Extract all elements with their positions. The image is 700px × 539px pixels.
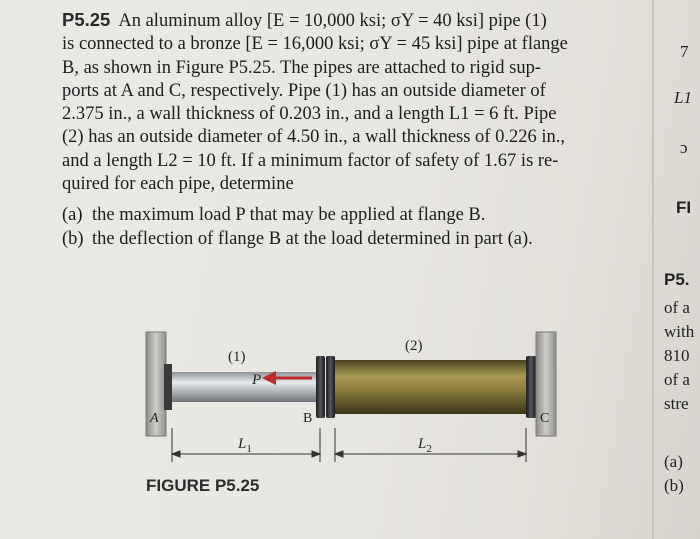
problem-line-2: is connected to a bronze [E = 16,000 ksi; σY = 45 ksi] pipe at flange bbox=[62, 34, 568, 55]
support-c-label: C bbox=[540, 411, 550, 426]
load-label-p: P bbox=[252, 372, 262, 388]
part-a-text: the maximum load P that may be applied at flange B. bbox=[92, 205, 486, 226]
problem-line-3: B, as shown in Figure P5.25. The pipes are attached to rigid sup- bbox=[62, 57, 542, 78]
problem-line-5: 2.375 in., a wall thickness of 0.203 in., and a length L1 = 6 ft. Pipe bbox=[62, 104, 557, 125]
problem-line-7: and a length L2 = 10 ft. If a minimum factor of safety of 1.67 is re- bbox=[62, 150, 559, 171]
sidebar-fragment-12: (b) bbox=[664, 476, 684, 495]
pipe-1-label: (1) bbox=[228, 349, 246, 365]
pipe-2 bbox=[335, 360, 529, 414]
flange-c bbox=[526, 356, 536, 418]
sidebar-fragment-9: of a bbox=[664, 370, 690, 389]
dimension-l1-label: $L_1$ bbox=[238, 436, 252, 455]
problem-line-6: (2) has an outside diameter of 4.50 in., a wall thickness of 0.226 in., bbox=[62, 127, 565, 148]
sidebar-fragment-7: with bbox=[664, 322, 695, 341]
figure-caption: FIGURE P5.25 bbox=[146, 476, 260, 495]
sidebar-fragment-8: 810 bbox=[664, 346, 690, 365]
sidebar-fragment-4: FI bbox=[676, 198, 692, 217]
figure-p5-25 bbox=[140, 330, 580, 470]
sidebar-fragment-6: of a bbox=[664, 298, 690, 317]
problem-parts bbox=[62, 204, 647, 251]
sidebar-fragment-5: P5. bbox=[664, 270, 690, 289]
part-a bbox=[62, 204, 647, 227]
problem-number: P5.25 bbox=[62, 9, 111, 30]
part-a-label: (a) bbox=[62, 205, 83, 226]
part-b-label: (b) bbox=[62, 228, 84, 249]
dimension-l2-label: $L_2$ bbox=[418, 436, 432, 455]
sidebar-fragment-1: 7 bbox=[680, 42, 689, 61]
flange-b-label: B bbox=[303, 411, 313, 426]
sidebar-fragment-2: L1 bbox=[674, 88, 692, 107]
pipe-2-label: (2) bbox=[405, 338, 423, 354]
flange-b-left bbox=[316, 356, 325, 418]
part-b-text: the deflection of flange B at the load determined in part (a). bbox=[92, 228, 533, 249]
sidebar-fragment-11: (a) bbox=[664, 452, 683, 471]
flange-b-right bbox=[326, 356, 335, 418]
problem-p5-25 bbox=[62, 8, 647, 251]
part-b bbox=[62, 228, 647, 251]
sidebar-fragment-10: stre bbox=[664, 394, 689, 413]
sidebar-fragment-3: ɔ bbox=[680, 138, 688, 157]
page-gutter bbox=[652, 0, 654, 539]
support-a-label: A bbox=[150, 411, 159, 426]
problem-line-8: quired for each pipe, determine bbox=[62, 174, 294, 195]
problem-line-4: ports at A and C, respectively. Pipe (1) has an outside diameter of bbox=[62, 80, 546, 101]
problem-line-1: P5.25 An aluminum alloy [E = 10,000 ksi; σY = 40 ksi] pipe (1) bbox=[62, 9, 547, 31]
